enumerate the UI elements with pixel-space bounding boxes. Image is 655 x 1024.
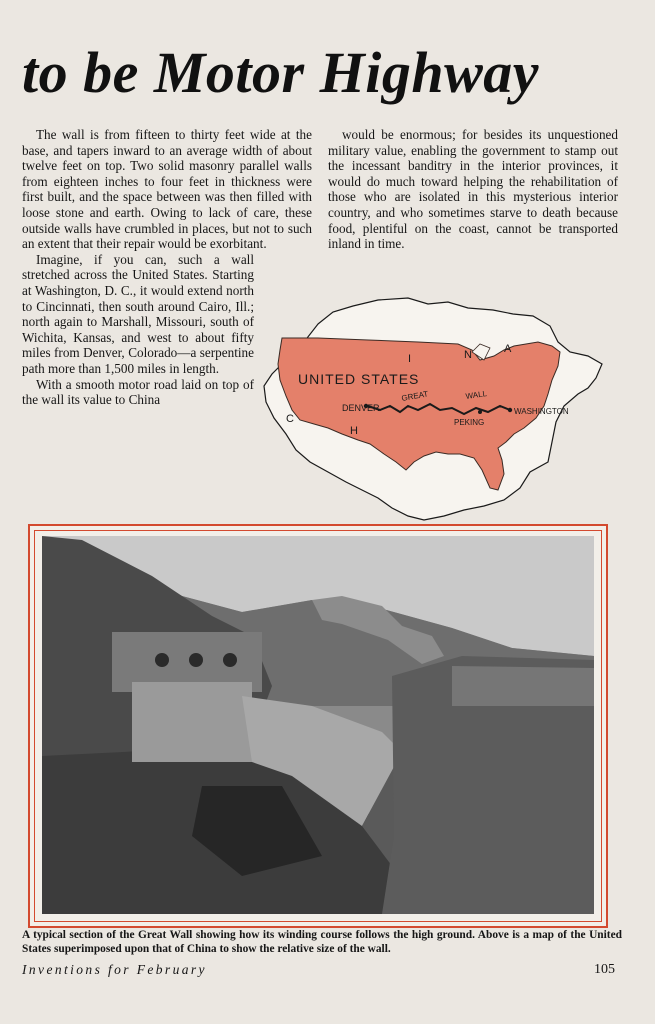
washington-label: WASHINGTON [514,407,569,416]
united-states-label: UNITED STATES [298,371,420,387]
right-text-column [328,127,618,252]
great-wall-photo [42,536,594,914]
page-number: 105 [594,962,615,977]
paragraph-wall-dimensions: The wall is from fifteen to thirty feet wide at the base, and tapers inward to an average width of about twelve feet on top. Two solid masonry parallel walls from eighteen inches to four feet in thickness were first built, and the space between was then filled with loose stone and earth. Owing to lack of care, these outside walls have crumbled in places, but not to such an extent that their repair would be exorbitant. [22,127,312,252]
peking-label: PEKING [454,418,485,427]
great-wall-photo-drawing [42,536,594,914]
footer-section-title: Inventions for February [22,962,207,977]
china-letter-h: H [350,425,358,437]
photo-caption: A typical section of the Great Wall showing how its winding course follows the high ground. Above is a map of the United States superimposed upon that of China to show the relative size of the wall. [22,929,622,955]
wall-label: WALL [465,389,488,401]
map-illustration [258,294,608,524]
great-label: GREAT [400,389,429,403]
china-letter-a: A [504,343,512,355]
article-headline: to be Motor Highway [22,40,540,105]
china-letter-i: I [408,353,412,365]
paragraph-imagine-wall: Imagine, if you can, such a wall stretched across the United States. Starting at Washington, D. C., it would extend north to Cincinnati, then south around Cairo, Ill.; north again to Marshall, Missouri, south of Wichita, Kansas, and west to about fifty miles from Denver, Colorado—a serpentine path more than 1,500 miles in length. [22,251,254,376]
paragraph-motor-road: With a smooth motor road laid on top of the wall its value to China [22,376,254,408]
peking-marker [478,410,482,414]
washington-marker [508,408,512,412]
photo-frame [28,524,608,928]
paragraph-value-to-china: would be enormous; for besides its unquestioned military value, enabling the government to stamp out the incessant banditry in the interior provinces, it would do much toward helping the rehabilitation of those who are isolated in this mysterious interior country, and who sometimes starve to death because food, plentiful on the coast, cannot be transported inland in time. [328,127,618,252]
denver-label: DENVER [342,403,380,413]
us-china-overlay-map [258,294,608,524]
china-letter-c: C [286,413,294,425]
china-letter-n: N [464,349,472,361]
